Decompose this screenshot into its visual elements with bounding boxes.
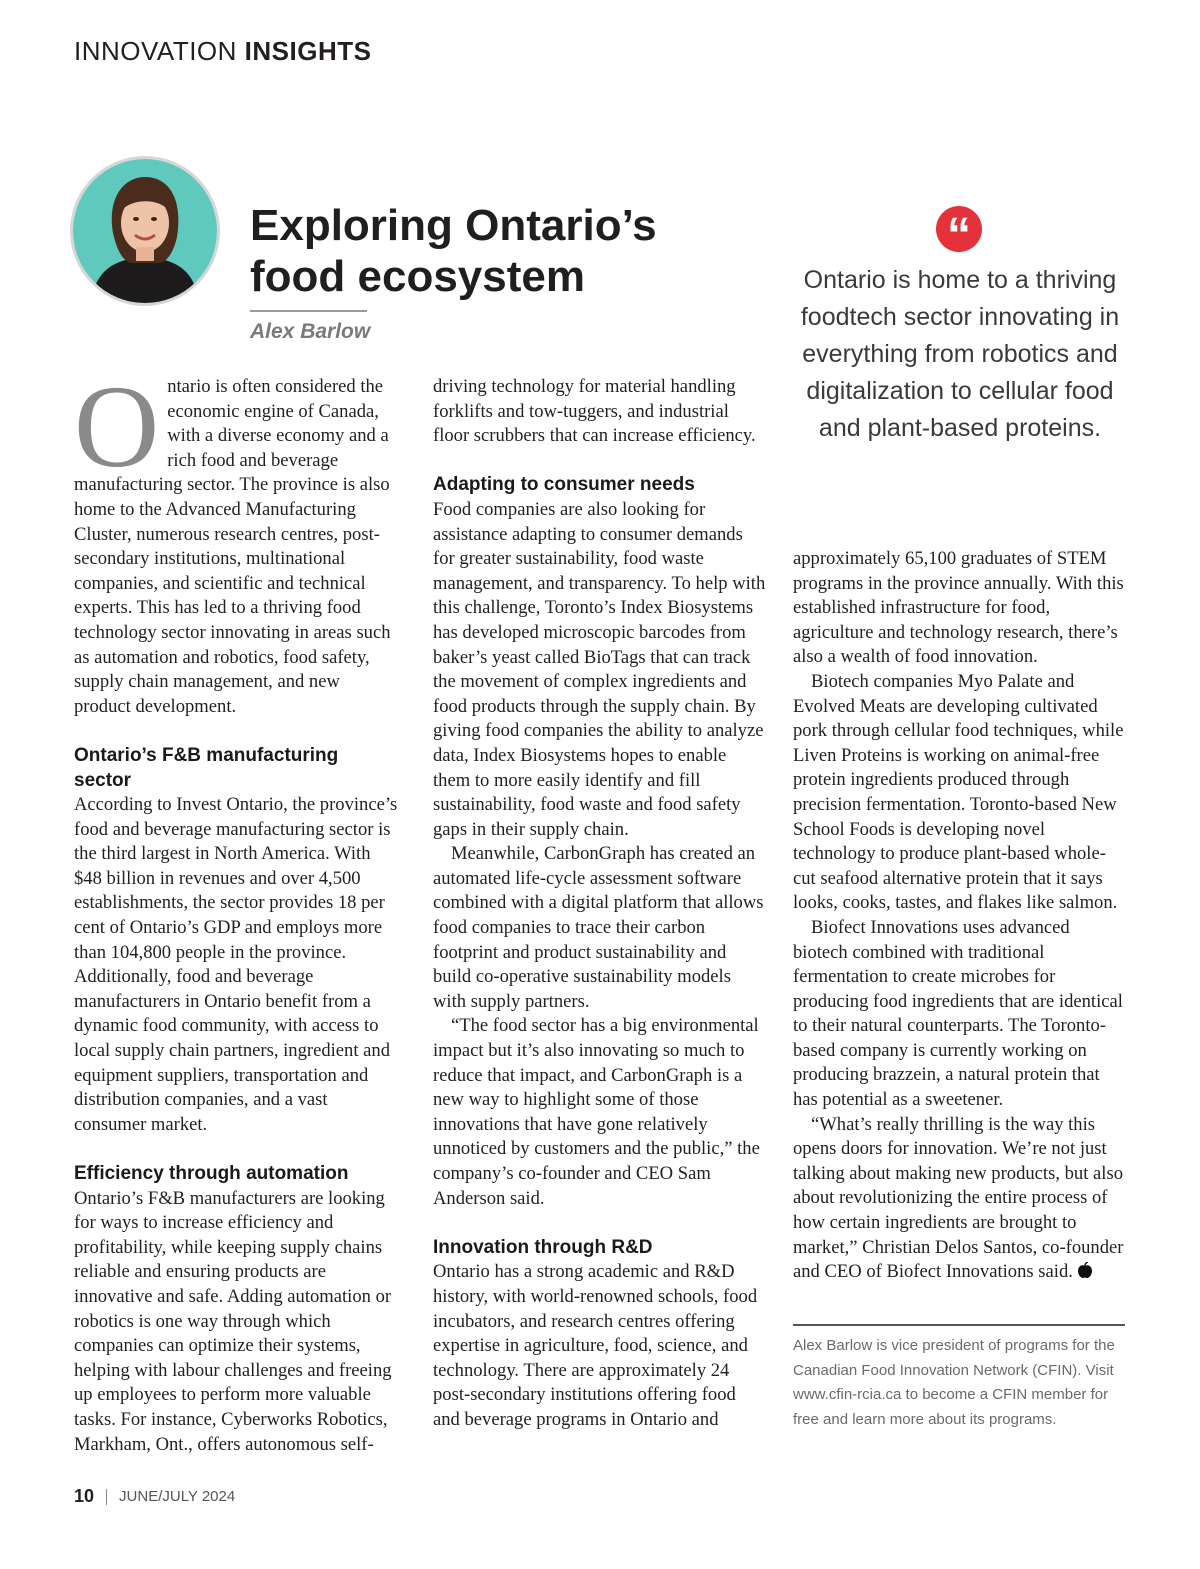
pull-quote: Ontario is home to a thriving foodtech sector innovating in everything from robotics and digitalization to cellular food and plant-based proteins.	[800, 266, 1120, 442]
article-title	[250, 200, 657, 302]
paragraph-biofect: Biofect Innovations uses advanced biotech combined with traditional fermentation to create microbes for producing food ingredients that are identical to their natural counterparts. The Toronto-based company is currently working on producing brazzein, a natural protein that has potential as a sweetener.	[793, 916, 1123, 1111]
intro-text: ntario is often considered the economic engine of Canada, with a diverse economy and a rich food and beverage manufacturing sector. The province is also home to the Advanced Manufacturing Cluster, numerous research centres, post-secondary institutions, multinational companies, and scientific and technical experts. This has led to a thriving food technology sector innovating in areas such as automation and robotics, food safety, supply chain management, and new product development.	[74, 376, 391, 717]
apple-end-icon	[1078, 1262, 1092, 1278]
section-label	[74, 36, 371, 67]
paragraph-rd-continued: approximately 65,100 graduates of STEM programs in the province annually. With this established infrastructure for food, agriculture and technology research, there’s also a wealth of food innovation.	[793, 548, 1124, 668]
column-3	[793, 547, 1127, 1285]
page-footer	[74, 1486, 235, 1507]
drop-cap: O	[74, 361, 160, 492]
section-prefix: INNOVATION	[74, 36, 237, 66]
page-number: 10	[74, 1486, 95, 1506]
title-divider	[250, 310, 367, 312]
heading-manufacturing: Ontario’s F&B manufacturing sector	[74, 744, 339, 791]
paragraph-automation-continued: driving technology for material handling forklifts and tow-tuggers, and industrial floor scrubbers that can increase efficiency.	[433, 376, 756, 447]
heading-consumer: Adapting to consumer needs	[433, 474, 695, 496]
paragraph-closing	[793, 1113, 1127, 1285]
column-2	[433, 375, 767, 1433]
author-bio: Alex Barlow is vice president of programs for the Canadian Food Innovation Network (CFIN). Visit www.cfin-rcia.ca to become a CFIN member for free and learn more about its programs.	[793, 1337, 1115, 1428]
closing-text: “What’s really thrilling is the way this opens doors for innovation. We’re not just talking about making new products, but also about revolutionizing the entire process of how certain ingredients are brought to market,” Christian Delos Santos, co-founder and CEO of Biofect Innovations said.	[793, 1113, 1124, 1283]
author-byline: Alex Barlow	[250, 320, 371, 343]
quote-icon: “	[936, 206, 982, 252]
author-portrait-icon	[73, 159, 217, 303]
paragraph-rd: Ontario has a strong academic and R&D history, with world-renowned schools, food incubators, and research centres offering expertise in agriculture, food, science, and technology. There are approximately 24 post-secondary institutions offering food and beverage programs in Ontario and	[433, 1261, 758, 1430]
issue-date: JUNE/JULY 2024	[119, 1488, 236, 1505]
intro-paragraph	[74, 361, 400, 719]
paragraph-consumer-1: Food companies are also looking for assistance adapting to consumer demands for greater sustainability, food waste management, and transparency. To help with this challenge, Toronto’s Index Biosystems has developed microscopic barcodes from baker’s yeast called BioTags that can track the movement of complex ingredients and food products through the supply chain. By giving food companies the ability to analyze data, Index Biosystems hopes to enable them to more easily identify and fill sustainability, food waste and food safety gaps in their supply chain.	[433, 498, 766, 840]
author-photo	[70, 156, 220, 306]
paragraph-biotech: Biotech companies Myo Palate and Evolved Meats are developing cultivated pork through cellular food techniques, while Liven Proteins is working on animal-free protein ingredients produced through precision fermentation. Toronto-based New School Foods is developing novel technology to produce plant-based whole-cut seafood alternative protein that it says looks, cooks, tastes, and flakes like salmon.	[793, 670, 1124, 914]
paragraph-automation: Ontario’s F&B manufacturers are looking for ways to increase efficiency and profitability, while keeping supply chains reliable and ensuring products are innovative and safe. Adding automation or robotics is one way through which companies can optimize their systems, helping with labour challenges and freeing up employees to perform more valuable tasks. For instance, Cyberworks Robotics, Markham, Ont., offers autonomous self-	[74, 1187, 392, 1455]
paragraph-consumer-2: Meanwhile, CarbonGraph has created an automated life-cycle assessment software combined with a digital platform that allows food companies to trace their carbon footprint and product sustainability and build co-operative sustainability models with supply partners.	[433, 843, 764, 1012]
title-line-2: food ecosystem	[250, 252, 585, 301]
footer-separator	[106, 1489, 107, 1505]
section-bold: INSIGHTS	[244, 36, 372, 66]
paragraph-consumer-3: “The food sector has a big environmental impact but it’s also innovating so much to reduce that impact, and CarbonGraph is a new way to highlight some of those innovations that have gone relatively unnoticed by customers and the public,” the company’s co-founder and CEO Sam Anderson said.	[433, 1015, 760, 1209]
paragraph-manufacturing: According to Invest Ontario, the province’s food and beverage manufacturing sector is the third largest in North America. With $48 billion in revenues and over 4,500 establishments, the sector provides 18 per cent of Ontario’s GDP and employs more than 104,800 people in the province. Additionally, food and beverage manufacturers in Ontario benefit from a dynamic food community, with access to local supply chain partners, ingredient and equipment suppliers, transportation and distribution companies, and a vast consumer market.	[74, 794, 398, 1135]
title-line-1: Exploring Ontario’s	[250, 201, 657, 250]
heading-automation: Efficiency through automation	[74, 1163, 349, 1184]
heading-rd: Innovation through R&D	[433, 1236, 653, 1258]
bio-divider	[793, 1324, 1125, 1326]
column-1	[74, 361, 400, 1457]
